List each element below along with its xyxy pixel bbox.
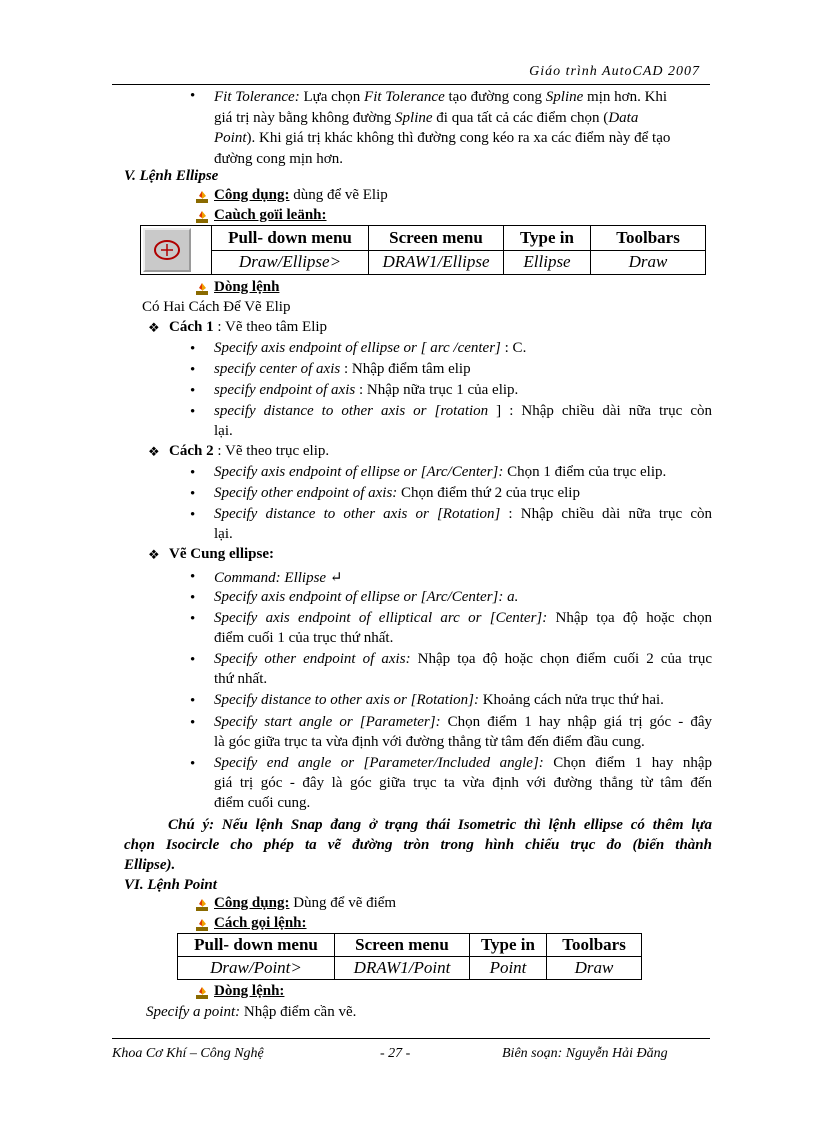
way2-item: Specify axis endpoint of ellipse or [Arc/Center]: Chọn 1 điểm của trục elip. xyxy=(214,464,667,480)
arrow-bullet-icon xyxy=(196,283,208,295)
arrow-bullet-icon xyxy=(196,191,208,203)
arc-item: Specify distance to other axis or [Rotation]: Khoảng cách nửa trục thứ hai. xyxy=(214,692,664,708)
point-call-label: Cách gọi lệnh: xyxy=(214,915,307,931)
bullet xyxy=(190,693,200,710)
point-usage: Công dụng: Dùng để vẽ điểm xyxy=(214,895,397,911)
bullet xyxy=(190,507,200,524)
bullet xyxy=(190,652,200,669)
table-header: Toolbars xyxy=(547,934,642,957)
arc-item-cont: là góc giữa trục ta vừa định với đường thẳng từ tâm đến điểm đầu cung. xyxy=(214,734,645,750)
table-cell: DRAW1/Ellipse xyxy=(369,250,504,275)
table-header: Pull- down menu xyxy=(178,934,335,957)
point-command-table xyxy=(177,933,642,980)
table-header: Pull- down menu xyxy=(212,226,369,251)
table-header: Type in xyxy=(470,934,547,957)
section-title-point: VI. Lệnh Point xyxy=(124,877,217,893)
bullet xyxy=(190,404,200,421)
ellipse-note: Chú ý: Nếu lệnh Snap đang ở trạng thái Isometric thì lệnh ellipse có thêm lựa xyxy=(168,817,712,833)
arc-item: Command: Ellipse ↵ xyxy=(214,570,343,586)
arc-item: Specify start angle or [Parameter]: Chọn điểm 1 hay nhập giá trị góc - đây xyxy=(214,714,712,730)
arc-heading: Vẽ Cung ellipse: xyxy=(169,546,274,562)
arrow-bullet-icon xyxy=(196,919,208,931)
table-cell: Draw/Ellipse> xyxy=(212,250,369,275)
way1-item: specify endpoint of axis : Nhập nữa trục 1 của elip. xyxy=(214,382,519,398)
way2-heading: Cách 2 : Vẽ theo trục elip. xyxy=(169,443,330,459)
table-cell: Draw/Point> xyxy=(178,957,335,980)
arc-item: Specify other endpoint of axis: Nhập tọa độ hoặc chọn điểm cuối 2 của trục xyxy=(214,651,712,667)
page-header: Giáo trình AutoCAD 2007 xyxy=(529,64,700,79)
way1-item: Specify axis endpoint of ellipse or [ arc /center] : C. xyxy=(214,340,527,356)
bullet xyxy=(190,590,200,607)
way1-heading: Cách 1 : Vẽ theo tâm Elip xyxy=(169,319,328,335)
arc-item-cont: điểm cuối 1 của trục thứ nhất. xyxy=(214,630,394,646)
bullet xyxy=(190,486,200,503)
bullet xyxy=(190,88,200,105)
way2-item-cont: lại. xyxy=(214,526,233,542)
table-cell: Draw xyxy=(591,250,706,275)
table-icon-cell xyxy=(141,226,212,275)
fit-tolerance-paragraph: Fit Tolerance: Lựa chọn Fit Tolerance tạo đường cong Spline mịn hơn. Khi giá trị này bằng không đường Spline đi qua tất cả các điểm chọn (Data Point). Khi giá trị khác không thì đường cong kéo ra xa các điểm này để tạo đường cong mịn hơn. xyxy=(214,89,671,167)
footer-left: Khoa Cơ Khí – Công Nghệ xyxy=(112,1046,264,1061)
bullet xyxy=(190,465,200,482)
way1-item: specify distance to other axis or [rotation ] : Nhập chiều dài nữa trục còn xyxy=(214,403,712,419)
ellipse-usage: Công dụng: dùng để vẽ Elip xyxy=(214,187,388,203)
ellipse-cmdline-label: Dòng lệnh xyxy=(214,279,280,295)
arc-item: Specify axis endpoint of ellipse or [Arc/Center]: a. xyxy=(214,589,519,605)
arc-item-cont: điểm cuối cung. xyxy=(214,795,311,811)
point-cmdline-label: Dòng lệnh: xyxy=(214,983,285,999)
ellipse-note: Ellipse). xyxy=(124,857,176,873)
bullet xyxy=(190,569,200,586)
table-header: Toolbars xyxy=(591,226,706,251)
way2-item: Specify other endpoint of axis: Chọn điểm thứ 2 của trục elip xyxy=(214,485,580,501)
ellipse-note: chọn Isocircle cho phép ta vẽ đường tròn trong hình chiếu trục đo (biến thành xyxy=(124,837,712,853)
bullet xyxy=(190,611,200,628)
table-cell: DRAW1/Point xyxy=(335,957,470,980)
table-header: Screen menu xyxy=(335,934,470,957)
footer-divider xyxy=(112,1038,710,1039)
table-cell: Point xyxy=(470,957,547,980)
arc-item: Specify end angle or [Parameter/Included angle]: Chọn điểm 1 hay nhập xyxy=(214,755,712,771)
footer-right: Biên soạn: Nguyễn Hải Đăng xyxy=(502,1046,668,1061)
table-cell: Draw xyxy=(547,957,642,980)
way1-item: specify center of axis : Nhập điểm tâm elip xyxy=(214,361,471,377)
arrow-bullet-icon xyxy=(196,211,208,223)
arrow-bullet-icon xyxy=(196,987,208,999)
bullet xyxy=(190,362,200,379)
bullet xyxy=(190,341,200,358)
arc-item-cont: giá trị góc - đây là góc giữa trục ta vừa định với đường thẳng từ tâm đến xyxy=(214,775,712,791)
header-divider xyxy=(112,84,710,85)
diamond-bullet-icon: ❖ xyxy=(148,547,160,562)
page-number: - 27 - xyxy=(380,1046,411,1061)
section-title-ellipse: V. Lệnh Ellipse xyxy=(124,168,219,184)
way2-item: Specify distance to other axis or [Rotation] : Nhập chiều dài nữa trục còn xyxy=(214,506,712,522)
bullet xyxy=(190,756,200,773)
bullet xyxy=(190,715,200,732)
arrow-bullet-icon xyxy=(196,899,208,911)
diamond-bullet-icon: ❖ xyxy=(148,320,160,335)
table-header: Type in xyxy=(504,226,591,251)
arc-item-cont: thứ nhất. xyxy=(214,671,268,687)
ellipse-command-table xyxy=(140,225,706,275)
table-cell: Ellipse xyxy=(504,250,591,275)
diamond-bullet-icon: ❖ xyxy=(148,444,160,459)
ellipse-intro: Có Hai Cách Để Vẽ Elip xyxy=(142,299,291,315)
arc-item: Specify axis endpoint of elliptical arc or [Center]: Nhập tọa độ hoặc chọn xyxy=(214,610,712,626)
ellipse-call-label: Caùch goïi leänh: xyxy=(214,207,327,223)
way1-item-cont: lại. xyxy=(214,423,233,439)
point-spec: Specify a point: Nhập điểm cần vẽ. xyxy=(146,1004,357,1020)
ellipse-tool-icon[interactable] xyxy=(143,228,191,272)
table-header: Screen menu xyxy=(369,226,504,251)
bullet xyxy=(190,383,200,400)
